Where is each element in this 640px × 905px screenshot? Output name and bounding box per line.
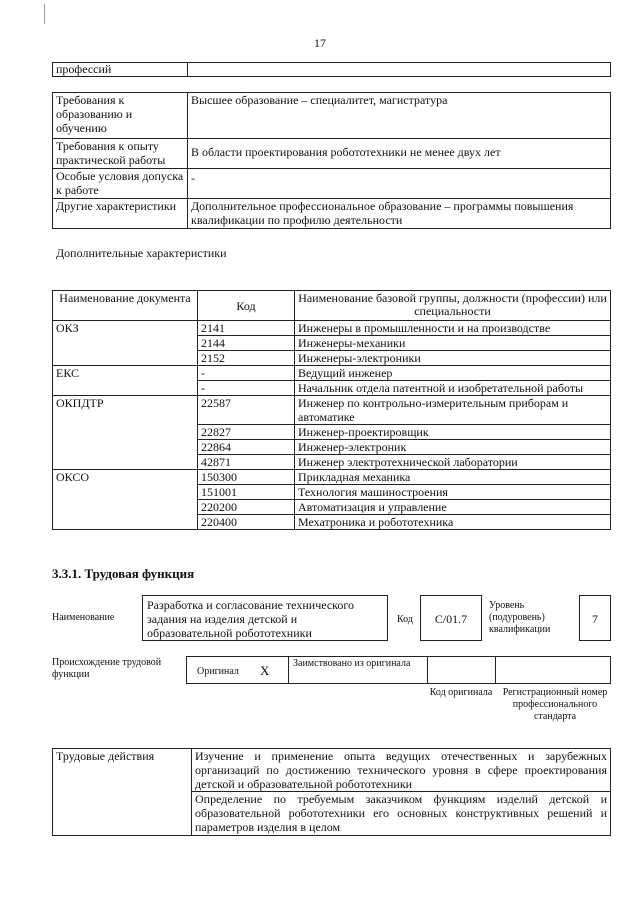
original-label: Оригинал xyxy=(197,666,239,677)
cell-code: 22827 xyxy=(198,425,295,440)
cell-code: 220400 xyxy=(198,515,295,530)
req-value: - xyxy=(188,169,611,199)
table-row xyxy=(53,199,611,229)
cell-name: Мехатроника и робототехника xyxy=(295,515,611,530)
cell-code: 22864 xyxy=(198,440,295,455)
divider xyxy=(495,657,496,683)
origin-box xyxy=(186,656,611,684)
cell-name: Инженеры-механики xyxy=(295,336,611,351)
requirements-table xyxy=(52,92,611,229)
actions-label: Трудовые действия xyxy=(53,749,192,836)
header-code: Код xyxy=(198,291,295,321)
function-heading: 3.3.1. Трудовая функция xyxy=(52,566,195,581)
fragment-cell: профессий xyxy=(53,63,188,77)
scan-mark xyxy=(44,4,45,24)
header-name: Наименование базовой группы, должности (профессии) или специальности xyxy=(295,291,611,321)
function-code: С/01.7 xyxy=(420,595,482,641)
header-doc: Наименование документа xyxy=(53,291,198,321)
cell-name: Инженер-проектировщик xyxy=(295,425,611,440)
divider xyxy=(427,657,428,683)
table-row xyxy=(53,366,611,381)
cell-code: - xyxy=(198,381,295,396)
cell-code: 220200 xyxy=(198,500,295,515)
req-value: Высшее образование – специалитет, магистратура xyxy=(188,93,611,139)
function-level: 7 xyxy=(579,595,611,641)
level-label: Уровень (подуровень) квалификации xyxy=(489,600,551,635)
req-label: Другие характеристики xyxy=(53,199,188,229)
cell-code: 22587 xyxy=(198,396,295,425)
prev-table-fragment xyxy=(52,62,611,77)
table-row xyxy=(53,139,611,169)
borrowed-label: Заимствовано из оригинала xyxy=(293,658,411,669)
cell-name: Начальник отдела патентной и изобретательной работы xyxy=(295,381,611,396)
action-item: Определение по требуемым заказчиком функциям изделий детской и образовательной робототехники его основных конструктивных решений и параметров изделия в целом xyxy=(192,792,611,836)
table-row xyxy=(53,169,611,199)
cell-name: Инженер-электроник xyxy=(295,440,611,455)
divider xyxy=(288,657,289,683)
origin-label: Происхождение трудовой функции xyxy=(52,657,162,680)
cell-name: Прикладная механика xyxy=(295,470,611,485)
action-item: Изучение и применение опыта ведущих отечественных и зарубежных организаций по достижению технического уровня в сфере проектирования детской и образовательной робототехники xyxy=(192,749,611,792)
cell-code: - xyxy=(198,366,295,381)
cell-code: 151001 xyxy=(198,485,295,500)
original-mark: X xyxy=(260,663,270,678)
table-row xyxy=(53,321,611,336)
cell-doc: ОКСО xyxy=(53,470,198,530)
classification-table xyxy=(52,290,611,530)
cell-name: Инженер электротехнической лаборатории xyxy=(295,455,611,470)
cell-name: Инженер по контрольно-измерительным приборам и автоматике xyxy=(295,396,611,425)
cell-name: Автоматизация и управление xyxy=(295,500,611,515)
table-row xyxy=(53,749,611,792)
req-label: Особые условия допуска к работе xyxy=(53,169,188,199)
req-value: В области проектирования робототехники не менее двух лет xyxy=(188,139,611,169)
req-label: Требования к опыту практической работы xyxy=(53,139,188,169)
req-value: Дополнительное профессиональное образование – программы повышения квалификации по профилю деятельности xyxy=(188,199,611,229)
additional-title: Дополнительные характеристики xyxy=(56,246,227,260)
cell-code: 2152 xyxy=(198,351,295,366)
cell-doc: ОКПДТР xyxy=(53,396,198,470)
table-row xyxy=(53,396,611,425)
cell-code: 42871 xyxy=(198,455,295,470)
fragment-empty-cell xyxy=(188,63,611,77)
cell-doc: ЕКС xyxy=(53,366,198,396)
table-row xyxy=(53,93,611,139)
table-row xyxy=(53,470,611,485)
cell-name: Технология машиностроения xyxy=(295,485,611,500)
name-label: Наименование xyxy=(52,612,115,623)
page-number: 17 xyxy=(314,36,326,50)
cell-name: Инженеры в промышленности и на производстве xyxy=(295,321,611,336)
function-name: Разработка и согласование технического задания на изделия детской и образовательной робототехники xyxy=(142,595,388,641)
code-original-caption: Код оригинала xyxy=(429,687,493,698)
req-label: Требования к образованию и обучению xyxy=(53,93,188,139)
table-header-row xyxy=(53,291,611,321)
cell-code: 2144 xyxy=(198,336,295,351)
cell-doc: ОКЗ xyxy=(53,321,198,366)
registration-caption: Регистрационный номер профессионального стандарта xyxy=(502,687,608,722)
cell-name: Ведущий инженер xyxy=(295,366,611,381)
code-label: Код xyxy=(397,614,413,625)
actions-table xyxy=(52,748,611,836)
cell-name: Инженеры-электроники xyxy=(295,351,611,366)
cell-code: 2141 xyxy=(198,321,295,336)
cell-code: 150300 xyxy=(198,470,295,485)
